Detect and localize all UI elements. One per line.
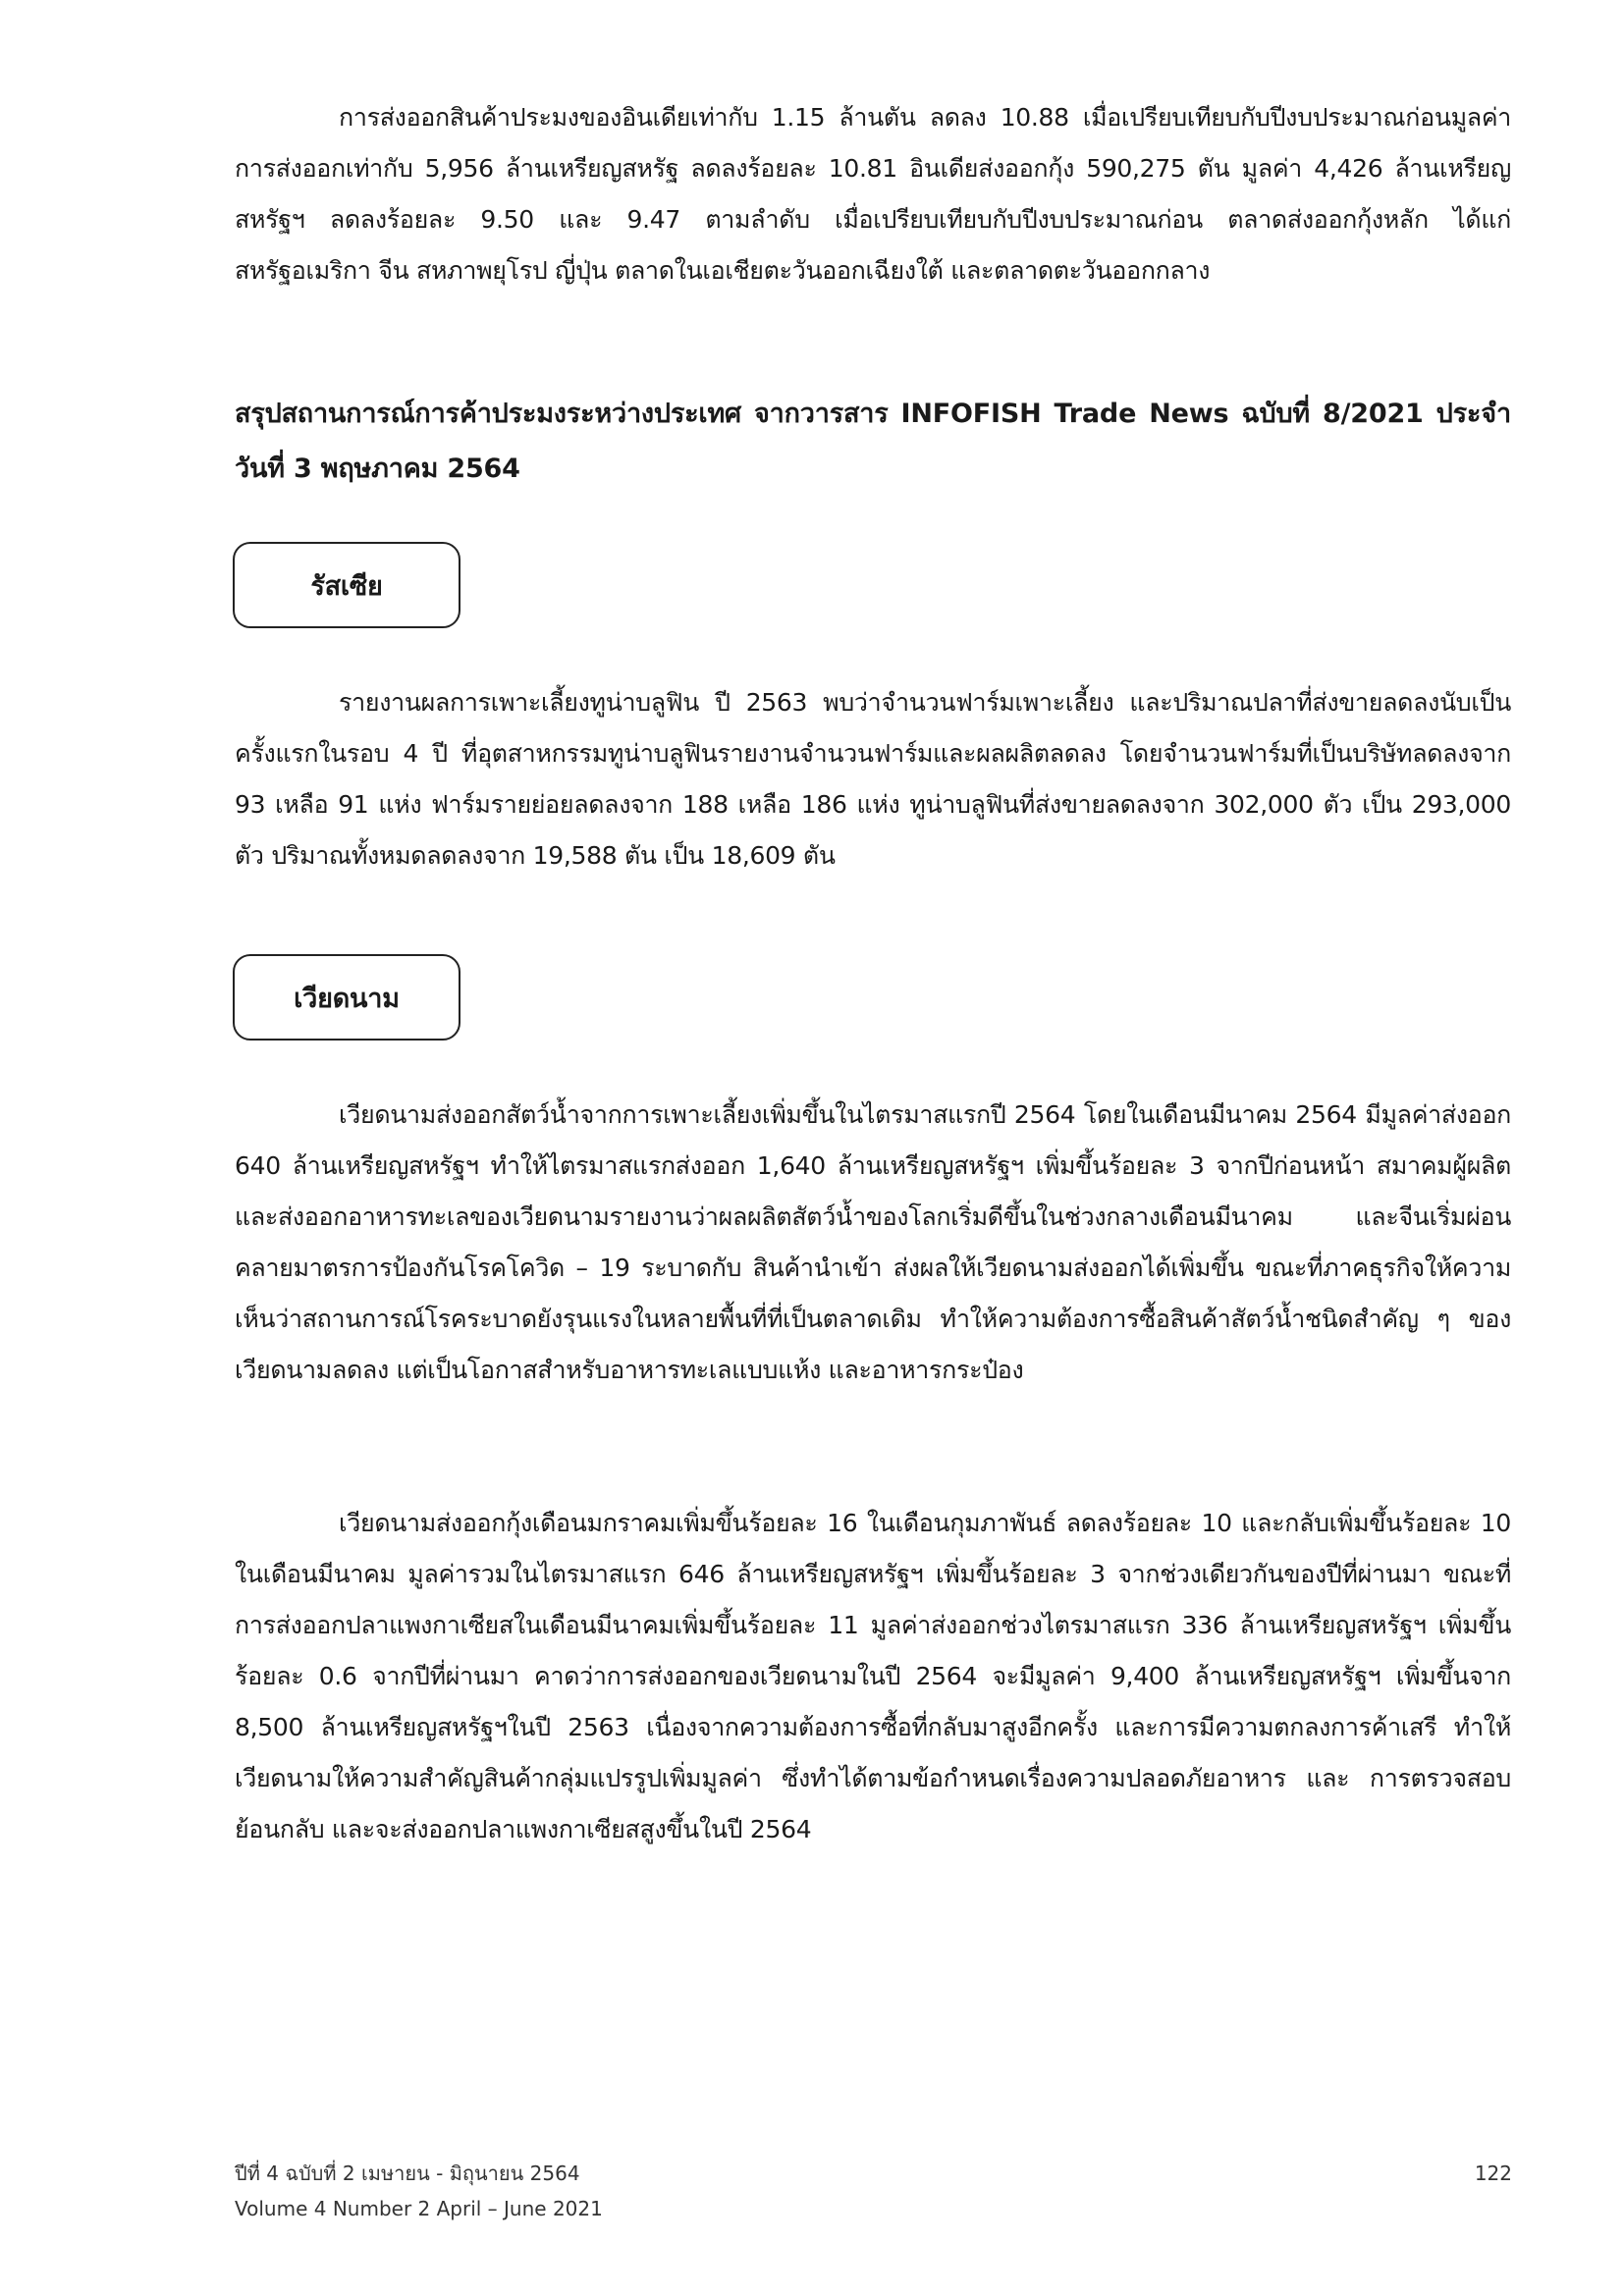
summary-heading: สรุปสถานการณ์การค้าประมงระหว่างประเทศ จากวารสาร INFOFISH Trade News ฉบับที่ 8/2021 ประจำวันที่ 3 พฤษภาคม 2564 xyxy=(235,399,1511,484)
section-title-russia: รัสเซีย xyxy=(310,570,383,602)
vietnam-paragraph-1: เวียดนามส่งออกสัตว์น้ำจากการเพาะเลี้ยงเพิ่มขึ้นในไตรมาสแรกปี 2564 โดยในเดือนมีนาคม 2564 มีมูลค่าส่งออก 640 ล้านเหรียญสหรัฐฯ ทำให้ไตรมาสแรกส่งออก 1,640 ล้านเหรียญสหรัฐฯ เพิ่มขึ้นร้อยละ 3 จากปีก่อนหน้า สมาคมผู้ผลิตและส่งออกอาหารทะเลของเวียดนามรายงานว่าผลผลิตสัตว์น้ำของโลกเริ่มดีขึ้นในช่วงกลางเดือนมีนาคม และจีนเริ่มผ่อนคลายมาตรการป้องกันโรคโควิด – 19 ระบาดกับ สินค้านำเข้า ส่งผลให้เวียดนามส่งออกได้เพิ่มขึ้น ขณะที่ภาคธุรกิจให้ความเห็นว่าสถานการณ์โรคระบาดยังรุนแรงในหลายพื้นที่ที่เป็นตลาดเดิม ทำให้ความต้องการซื้อสินค้าสัตว์น้ำชนิดสำคัญ ๆ ของเวียดนามลดลง แต่เป็นโอกาสสำหรับอาหารทะเลแบบแห้ง และอาหารกระป๋อง xyxy=(235,1100,1511,1384)
section-label-vietnam xyxy=(233,954,460,1041)
page-number: 122 xyxy=(1474,2162,1512,2185)
russia-paragraph: รายงานผลการเพาะเลี้ยงทูน่าบลูฟิน ปี 2563 พบว่าจำนวนฟาร์มเพาะเลี้ยง และปริมาณปลาที่ส่งขายลดลงนับเป็นครั้งแรกในรอบ 4 ปี ที่อุตสาหกรรมทูน่าบลูฟินรายงานจำนวนฟาร์มและผลผลิตลดลง โดยจำนวนฟาร์มที่เป็นบริษัทลดลงจาก 93 เหลือ 91 แห่ง ฟาร์มรายย่อยลดลงจาก 188 เหลือ 186 แห่ง ทูน่าบลูฟินที่ส่งขายลดลงจาก 302,000 ตัว เป็น 293,000 ตัว ปริมาณทั้งหมดลดลงจาก 19,588 ตัน เป็น 18,609 ตัน xyxy=(235,688,1511,870)
india-export-paragraph: การส่งออกสินค้าประมงของอินเดียเท่ากับ 1.15 ล้านตัน ลดลง 10.88 เมื่อเปรียบเทียบกับปีงบประมาณก่อนมูลค่าการส่งออกเท่ากับ 5,956 ล้านเหรียญสหรัฐ ลดลงร้อยละ 10.81 อินเดียส่งออกกุ้ง 590,275 ตัน มูลค่า 4,426 ล้านเหรียญสหรัฐฯ ลดลงร้อยละ 9.50 และ 9.47 ตามลำดับ เมื่อเปรียบเทียบกับปีงบประมาณก่อน ตลาดส่งออกกุ้งหลัก ได้แก่ สหรัฐอเมริกา จีน สหภาพยุโรป ญี่ปุ่น ตลาดในเอเชียตะวันออกเฉียงใต้ และตลาดตะวันออกกลาง xyxy=(235,103,1511,285)
vietnam-paragraph-2: เวียดนามส่งออกกุ้งเดือนมกราคมเพิ่มขึ้นร้อยละ 16 ในเดือนกุมภาพันธ์ ลดลงร้อยละ 10 และกลับเพิ่มขึ้นร้อยละ 10 ในเดือนมีนาคม มูลค่ารวมในไตรมาสแรก 646 ล้านเหรียญสหรัฐฯ เพิ่มขึ้นร้อยละ 3 จากช่วงเดียวกันของปีที่ผ่านมา ขณะที่การส่งออกปลาแพงกาเซียสในเดือนมีนาคมเพิ่มขึ้นร้อยละ 11 มูลค่าส่งออกช่วงไตรมาสแรก 336 ล้านเหรียญสหรัฐฯ เพิ่มขึ้นร้อยละ 0.6 จากปีที่ผ่านมา คาดว่าการส่งออกของเวียดนามในปี 2564 จะมีมูลค่า 9,400 ล้านเหรียญสหรัฐฯ เพิ่มขึ้นจาก 8,500 ล้านเหรียญสหรัฐฯในปี 2563 เนื่องจากความต้องการซื้อที่กลับมาสูงอีกครั้ง และการมีความตกลงการค้าเสรี ทำให้เวียดนามให้ความสำคัญสินค้ากลุ่มแปรรูปเพิ่มมูลค่า ซึ่งทำได้ตามข้อกำหนดเรื่องความปลอดภัยอาหาร และ การตรวจสอบย้อนกลับ และจะส่งออกปลาแพงกาเซียสสูงขึ้นในปี 2564 xyxy=(235,1509,1511,1843)
section-label-russia xyxy=(233,542,460,628)
footer-issue-thai: ปีที่ 4 ฉบับที่ 2 เมษายน - มิถุนายน 2564 xyxy=(235,2162,580,2185)
footer-issue-info xyxy=(235,2156,603,2226)
section-title-vietnam: เวียดนาม xyxy=(294,983,400,1014)
footer-issue-english: Volume 4 Number 2 April – June 2021 xyxy=(235,2197,603,2220)
